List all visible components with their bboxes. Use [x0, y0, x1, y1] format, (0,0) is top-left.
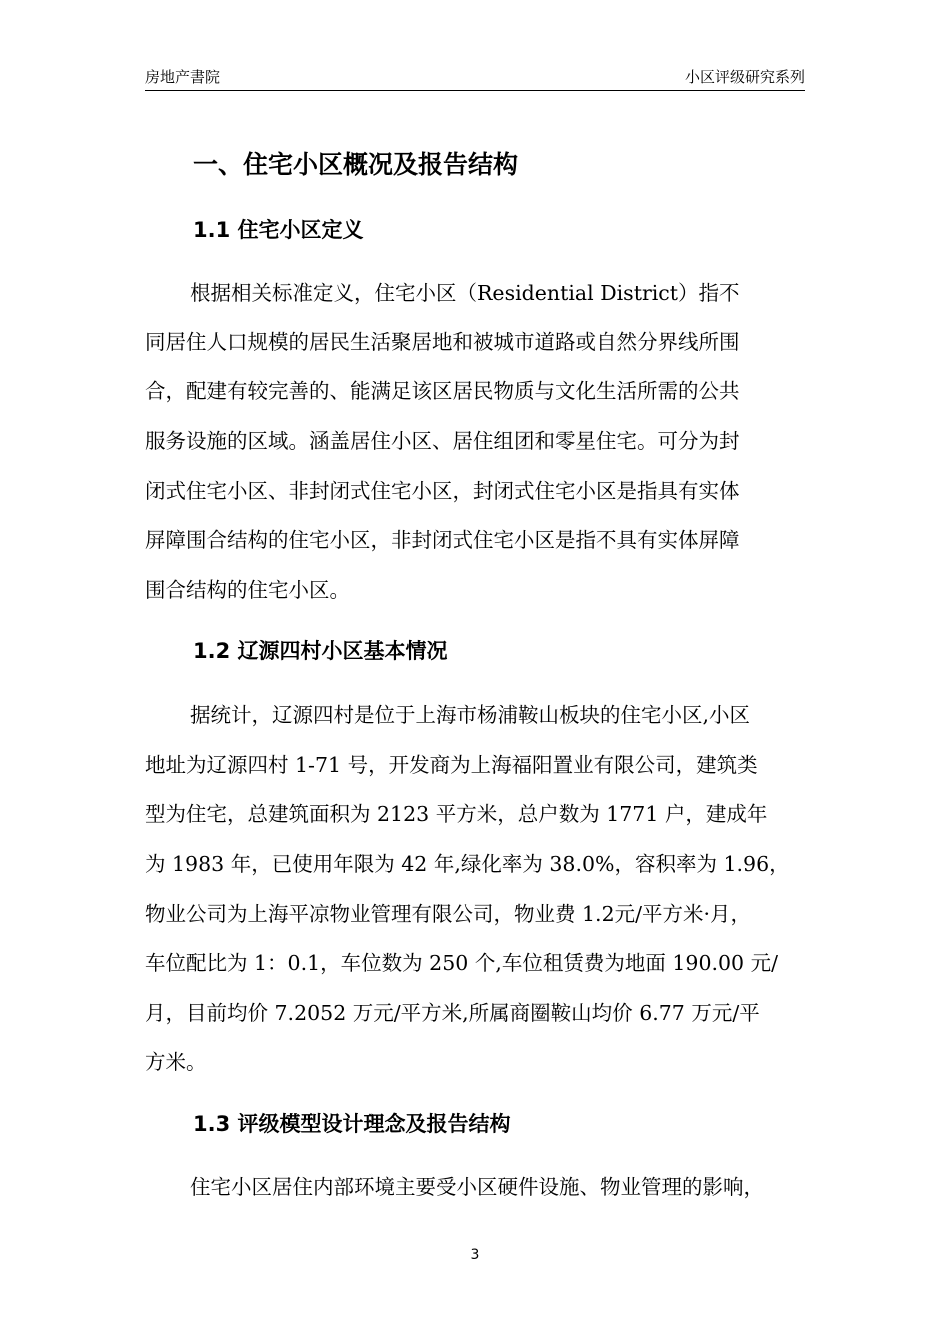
section-1-1-heading: 1.1 住宅小区定义 — [193, 218, 364, 242]
s1-1-line-3: 合，配建有较完善的、能满足该区居民物质与文化生活所需的公共 — [145, 379, 740, 403]
section-1-3-heading: 1.3 评级模型设计理念及报告结构 — [193, 1112, 511, 1136]
section-1-2-heading: 1.2 辽源四村小区基本情况 — [193, 639, 448, 663]
s1-2-line-1: 据统计，辽源四村是位于上海市杨浦鞍山板块的住宅小区,小区 — [190, 703, 751, 727]
s1-1-line-7: 围合结构的住宅小区。 — [145, 578, 350, 602]
s1-1-line-5: 闭式住宅小区、非封闭式住宅小区，封闭式住宅小区是指具有实体 — [145, 479, 740, 503]
s1-1-line-1: 根据相关标准定义，住宅小区（Residential District）指不 — [190, 281, 740, 305]
s1-3-line-1: 住宅小区居住内部环境主要受小区硬件设施、物业管理的影响， — [190, 1175, 764, 1199]
s1-2-line-3: 型为住宅，总建筑面积为 2123 平方米，总户数为 1771 户，建成年 — [145, 802, 768, 826]
s1-1-line-4: 服务设施的区域。涵盖居住小区、居住组团和零星住宅。可分为封 — [145, 429, 740, 453]
s1-2-line-5: 物业公司为上海平凉物业管理有限公司，物业费 1.2元/平方米·月， — [145, 902, 752, 926]
s1-1-line-6: 屏障围合结构的住宅小区，非封闭式住宅小区是指不具有实体屏障 — [145, 528, 740, 552]
s1-2-line-4: 为 1983 年，已使用年限为 42 年,绿化率为 38.0%，容积率为 1.96， — [145, 852, 790, 876]
s1-1-line-2: 同居住人口规模的居民生活聚居地和被城市道路或自然分界线所围 — [145, 330, 740, 354]
section-1-heading: 一、住宅小区概况及报告结构 — [193, 150, 519, 179]
s1-2-line-8: 方米。 — [145, 1050, 207, 1074]
s1-2-line-7: 月，目前均价 7.2052 万元/平方米,所属商圈鞍山均价 6.77 万元/平 — [145, 1001, 760, 1025]
s1-2-line-2: 地址为辽源四村 1-71 号，开发商为上海福阳置业有限公司，建筑类 — [145, 753, 758, 777]
page-number: 3 — [470, 1247, 480, 1263]
s1-2-line-6: 车位配比为 1：0.1，车位数为 250 个,车位租赁费为地面 190.00 元/ — [145, 951, 779, 975]
header-left-text: 房地产書院 — [145, 68, 221, 86]
page-header — [145, 66, 805, 91]
header-right-text: 小区评级研究系列 — [684, 68, 805, 86]
